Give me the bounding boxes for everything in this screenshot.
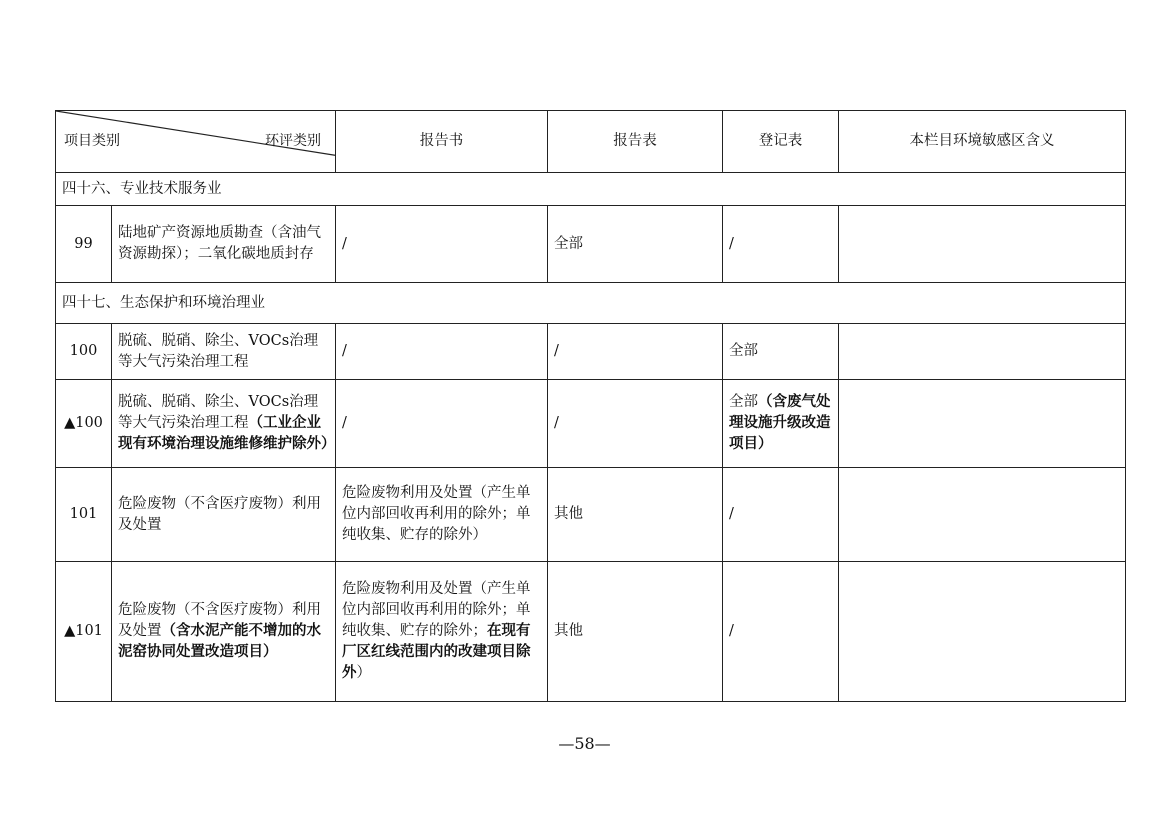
table-row [56,562,1126,702]
sensitive-area-cell [839,324,1126,380]
registration-cell: / [723,206,839,283]
report-form-cell: / [548,324,723,380]
col-header-registration: 登记表 [723,111,839,173]
report-book-text: 危险废物利用及处置（产生单位内部回收再利用的除外；单纯收集、贮存的除外； [342,581,531,639]
category-text: 脱硫、脱硝、除尘、VOCs治理等大气污染治理工程 [118,394,319,431]
col-header-report-form: 报告表 [548,111,723,173]
project-category-label: 项目类别 [64,133,120,149]
report-form-cell: 全部 [548,206,723,283]
section-title-46: 四十六、专业技术服务业 [56,173,1126,206]
row-number: 100 [56,324,112,380]
registration-cell: / [723,468,839,562]
project-category-cell: 脱硫、脱硝、除尘、VOCs治理等大气污染治理工程 [112,324,336,380]
header-row [56,111,1126,173]
col-header-sensitive-area: 本栏目环境敏感区含义 [839,111,1126,173]
col-header-report-book: 报告书 [336,111,548,173]
registration-text: 全部 [729,394,758,410]
report-book-cell: 危险废物利用及处置（产生单位内部回收再利用的除外；单纯收集、贮存的除外） [336,468,548,562]
category-bold-note: （含水泥产能不增加的水泥窑协同处置改造项目） [118,623,321,660]
table-row [56,468,1126,562]
registration-cell [723,380,839,468]
section-title-47: 四十七、生态保护和环境治理业 [56,283,1126,324]
report-form-cell: 其他 [548,562,723,702]
project-category-cell: 危险废物（不含医疗废物）利用及处置 [112,468,336,562]
row-number: 99 [56,206,112,283]
row-number: 101 [56,468,112,562]
project-category-cell [112,380,336,468]
report-form-cell: 其他 [548,468,723,562]
registration-bold-note: （含废气处理设施升级改造项目） [729,394,831,452]
report-book-bold-note: 在现有厂区红线范围内的改建项目除外 [342,623,531,681]
category-text: 危险废物（不含医疗废物）利用及处置 [118,602,321,639]
category-bold-note: （工业企业现有环境治理设施维修维护除外） [118,415,336,452]
table-row [56,324,1126,380]
row-number: ▲101 [56,562,112,702]
table-row [56,380,1126,468]
section-row [56,173,1126,206]
sensitive-area-cell [839,206,1126,283]
report-book-cell: / [336,324,548,380]
report-book-cell: / [336,380,548,468]
environmental-assessment-table [55,110,1126,702]
registration-cell: / [723,562,839,702]
registration-cell: 全部 [723,324,839,380]
table-row [56,206,1126,283]
section-row [56,283,1126,324]
report-form-cell: / [548,380,723,468]
sensitive-area-cell [839,380,1126,468]
eia-category-label: 环评类别 [265,133,321,149]
diagonal-header-cell [56,111,336,173]
report-book-tail: ） [356,665,371,681]
sensitive-area-cell [839,468,1126,562]
page-number: —58— [558,734,611,753]
sensitive-area-cell [839,562,1126,702]
report-book-cell [336,562,548,702]
row-number: ▲100 [56,380,112,468]
report-book-cell: / [336,206,548,283]
project-category-cell [112,562,336,702]
project-category-cell: 陆地矿产资源地质勘查（含油气资源勘探）；二氧化碳地质封存 [112,206,336,283]
